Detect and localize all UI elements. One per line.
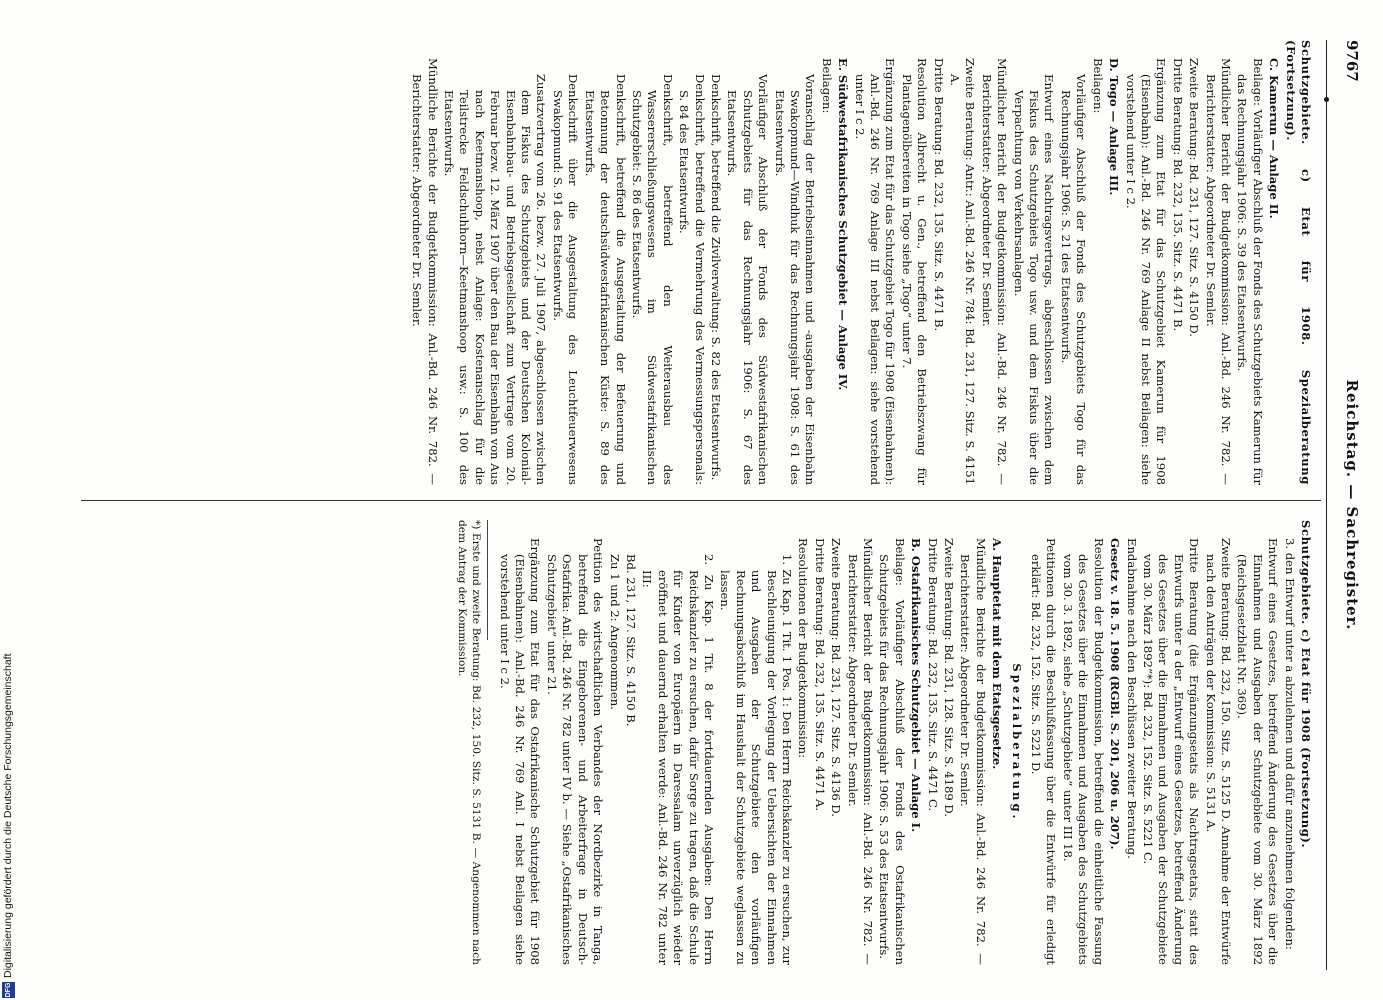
paragraph: Beilagen:	[1090, 58, 1105, 114]
subsection-e: E. Südwestafrikanisches Schutzgebiet — Anlage IV.	[836, 58, 851, 391]
paragraph: Petition des wirtschaftlichen Verbandes der Nordbezirke in Tanga, betreffend die Eingeborenen- und Arbeiterfrage in Deutsch-Ostafrika: Anl.-Bd. 246 Nr. 782 unter IV b. — Siehe „Ostafrikanisches Schutzgebiet“ unter 21.	[544, 538, 606, 965]
digitization-text: Digitalisierung gefördert durch die Deutsche Forschungsgemeinschaft	[2, 653, 14, 978]
paragraph: Beilage: Vorläufiger Abschluß der Fonds des Schutzgebiets Kamerun für das Rechnungsjahr 1906: S. 39 des Etatsentwurfs.	[1235, 58, 1265, 485]
paragraph: Endabnahme nach den Beschlüssen zweiter Beratung.	[1124, 538, 1139, 859]
paragraph: Zweite Beratung: Bd. 231, 127. Sitz. S. 4150 D.	[1187, 58, 1202, 337]
paragraph: Beilagen:	[819, 58, 834, 114]
paragraph: Mündliche Berichte der Budgetkommission: Anl.-Bd. 246 Nr. 782. — Berichterstatter: Abgeordneter Dr. Semler.	[410, 58, 440, 485]
paragraph: Mündlicher Bericht der Budgetkommission: Anl.-Bd. 246 Nr. 782. — Berichterstatter: Abgeordneter Dr. Semler.	[845, 538, 876, 965]
subsection-a: A. Hauptetat mit dem Etatsgesetze.	[990, 538, 1005, 770]
paragraph: Petitionen durch die Beschlußfassung über die Entwürfe für erledigt erklärt: Bd. 232, 152. Sitz. S. 5221 D.	[1029, 538, 1059, 965]
paragraph: Ergänzung zum Etat für das Schutzgebiet Kamerun für 1908 (Eisenbahn): Anl.-Bd. 246 Nr. 769 Anlage II nebst Beilagen: siehe vorstehend unter I c 2.	[1123, 58, 1169, 485]
paragraph: Resolution Albrecht u. Gen., betreffend den Betriebszwang für Plantagenölbereiten in Togo siehe „Togo“ unter 7.	[899, 58, 930, 485]
paragraph: Denkschrift, betreffend die Vermehrung des Vermessungspersonals: S. 84 des Etatsentwurfs.	[677, 74, 707, 485]
page-number: 9767	[1343, 40, 1361, 82]
column-divider	[81, 500, 1321, 501]
column-left-content	[73, 520, 1313, 965]
footnote: *) Erste und zweite Beratung: Bd. 232, 150. Sitz. S. 5131 B. — Angenommen nach dem Antrag der Kommission.	[456, 520, 483, 965]
paragraph: 2. Zu Kap. 1 Tit. 8 der fortdauernden Ausgaben: Den Herrn Reichskanzler zu ersuchen, dafür Sorge zu tragen, daß die Schule für Kinder von Europäern in Daressalam unverzüglich wieder eröffnet und dauernd erhalten werde: Anl.-Bd. 246 Nr. 782 unter III:	[640, 554, 716, 965]
paragraph: Resolutionen der Budgetkommission:	[796, 538, 811, 759]
paragraph: Entwurf eines Nachtragsvertrags, abgeschlossen zwischen dem Fiskus des Schutzgebiets Togo usw. und dem Fiskus über die Verpachtung von Verkehrsanlagen.	[1011, 74, 1057, 485]
digitization-note	[0, 0, 24, 1000]
column-right-content	[73, 40, 1313, 485]
paragraph: Mündlicher Bericht der Budgetkommission: Anl.-Bd. 246 Nr. 782. — Berichterstatter: Abgeordneter Dr. Semler.	[979, 58, 1010, 485]
spezialberatung-heading: Spezialberatung.	[1009, 663, 1024, 822]
paragraph: Zweite Beratung: Antr.: Anl.-Bd. 246 Nr. 784: Bd. 231, 127. Sitz. S. 4151 A.	[948, 58, 978, 485]
paragraph: Dritte Beratung: Bd. 232, 135. Sitz. S. 4471 C.	[925, 538, 940, 812]
page-header	[1333, 40, 1361, 970]
paragraph: 1. Zu Kap. 1 Tit. 1 Pos. 1: Den Herrn Reichskanzler zu ersuchen, zur Beschleunigung der Vorlegung der Uebersichten der Einnahmen und Ausgaben der Schutzgebiete den vorläufigen Rechnungsabschluß im Haushalt der Schutzgebiete weglassen zu lassen.	[718, 554, 794, 965]
paragraph: Zweite Beratung: Bd. 231, 127. Sitz. S. 4136 D.	[829, 538, 844, 817]
paragraph: Denkschrift, betreffend die Ausgestaltung der Befeuerung und Betonnung der deutschsüdwestafrikanischen Küste: S. 89 des Etatsentwurfs.	[582, 74, 628, 485]
paragraph: Ergänzung zum Etat für das Ostafrikanische Schutzgebiet für 1908 (Eisenbahnen): Anl.-Bd. 246 Nr. 769 Anl. I nebst Beilagen siehe vorstehend unter I c 2.	[497, 538, 543, 965]
paragraph: 3. den Entwurf unter a abzulehnen und dafür anzunehmen folgenden:	[1282, 538, 1297, 950]
paragraph: Voranschlag der Betriebseinnahmen und -ausgaben der Eisenbahn Swakopmund—Windhuk für das Rechnungsjahr 1908: S. 61 des Etatsentwurfs.	[772, 74, 818, 485]
running-title: Reichstag. — Sachregister.	[1343, 379, 1361, 631]
paragraph: Dritte Beratung (die Ergänzungsetats als Nachtragsetats, statt des Entwurfs unter a der „Entwurf eines Gesetzes, betreffend Änderung des Gesetzes über die Einnahmen und Ausgaben der Schutzgebiete vom 30. März 1892“*): Bd. 232, 152. Sitz. S. 5221 C.	[1140, 538, 1202, 965]
paragraph: Resolution der Budgetkommission, betreffend die einheitliche Fassung des Gesetzes über die Einnahmen und Ausgaben des Schutzgebiets vom 30. 3. 1892, siehe „Schutzgebiete“ unter III 18.	[1060, 538, 1106, 965]
paragraph: Mündliche Berichte der Budgetkommission: Anl.-Bd. 246 Nr. 782. — Berichterstatter: Abgeordneter Dr. Semler.	[958, 538, 988, 965]
paragraph: Ergänzung zum Etat für das Schutzgebiet Togo für 1908 (Eisenbahnen): Anl.-Bd. 246 Nr. 769 Anlage III nebst Beilagen: siehe vorstehend unter I c 2.	[852, 58, 898, 485]
paragraph: Denkschrift über die Ausgestaltung des Leuchtfeuerwesens Swakopmund: S. 91 des Etatsentwurfs.	[550, 74, 581, 485]
paragraph: Zusatzvertrag vom 26. bezw. 27. Juli 1907, abgeschlossen zwischen dem Fiskus des Schutzgebiets und der Deutschen Kolonial-Eisenbahnbau- und Betriebsgesellschaft zum Vertrage vom 20. Februar bezw. 12. März 1907 über den Bau der Eisenbahn von Aus nach Keetmanshoop, nebst Anlage: Kostenanschlag für die Teilstrecke Feldschuhhorn—Keetmanshoop usw.: S. 100 des Etatsentwurfs.	[442, 74, 549, 485]
paragraph: Beilage: Vorläufiger Abschluß der Fonds des Ostafrikanischen Schutzgebiets für das Rechnungsjahr 1906: S. 53 des Etatsentwurfs.	[877, 538, 907, 965]
paragraph: Zweite Beratung: Bd. 232, 150. Sitz. S. 5125 D. Annahme der Entwürfe nach den Anträgen der Kommission: S. 5131 A.	[1203, 538, 1233, 965]
paragraph: Bd. 231, 127. Sitz. S. 4150 B.	[623, 554, 638, 727]
paragraph: Vorläufiger Abschluß der Fonds des Schutzgebiets Togo für das Rechnungsjahr 1906: S. 21 des Etatsentwurfs.	[1058, 74, 1089, 485]
section-heading: Schutzgebiete. c) Etat für 1908. Spezialberatung (Fortsetzung).	[1283, 40, 1313, 485]
paragraph: Vorläufiger Abschluß der Fonds des Südwestafrikanischen Schutzgebiets für das Rechnungsjahr 1906: S. 67 des Etatsentwurfs.	[725, 74, 771, 485]
paragraph: Denkschrift, betreffend die Zivilverwaltung: S. 82 des Etatsentwurfs.	[708, 74, 723, 481]
paragraph: Entwurf eines Gesetzes, betreffend Änderung des Gesetzes über die Einnahmen und Ausgaben der Schutzgebiete vom 30. März 1892 (Reichsgesetzblatt Nr. 369).	[1235, 538, 1281, 965]
paragraph: Dritte Beratung: Bd. 232, 135. Sitz. S. 4471 A.	[812, 538, 827, 812]
paragraph: Mündlicher Bericht der Budgetkommission: Anl.-Bd. 246 Nr. 782. — Berichterstatter: Abgeordneter Dr. Semler.	[1203, 58, 1233, 485]
subsection-b: B. Ostafrikanisches Schutzgebiet — Anlage I.	[909, 538, 924, 833]
subsection-c: C. Kamerun — Anlage II.	[1267, 58, 1282, 219]
law-reference: Gesetz v. 18. 5. 1908 (RGBl. S. 201, 206 u. 207).	[1108, 538, 1123, 850]
paragraph: Denkschrift, betreffend den Weiterausbau des Wassererschließungswesens im Südwestafrikanischen Schutzgebiet: S. 86 des Etatsentwurfs.	[629, 74, 675, 485]
paragraph: Zweite Beratung: Bd. 231, 128. Sitz. S. 4189 D.	[942, 538, 957, 817]
paragraph: Zu 1 und 2: Angenommen.	[607, 554, 622, 710]
dfg-logo: DFG	[2, 982, 15, 998]
subsection-d: D. Togo — Anlage III.	[1107, 58, 1122, 196]
section-heading: Schutzgebiete. c) Etat für 1908 (Fortsetzung).	[1299, 520, 1313, 849]
paragraph: Dritte Beratung: Bd. 232, 135. Sitz. S. 4471 B.	[931, 58, 946, 332]
paragraph: Dritte Beratung: Bd. 232, 135. Sitz. S. 4471 B.	[1170, 58, 1185, 332]
header-rule	[1326, 40, 1327, 970]
footnote-rule	[487, 520, 488, 640]
